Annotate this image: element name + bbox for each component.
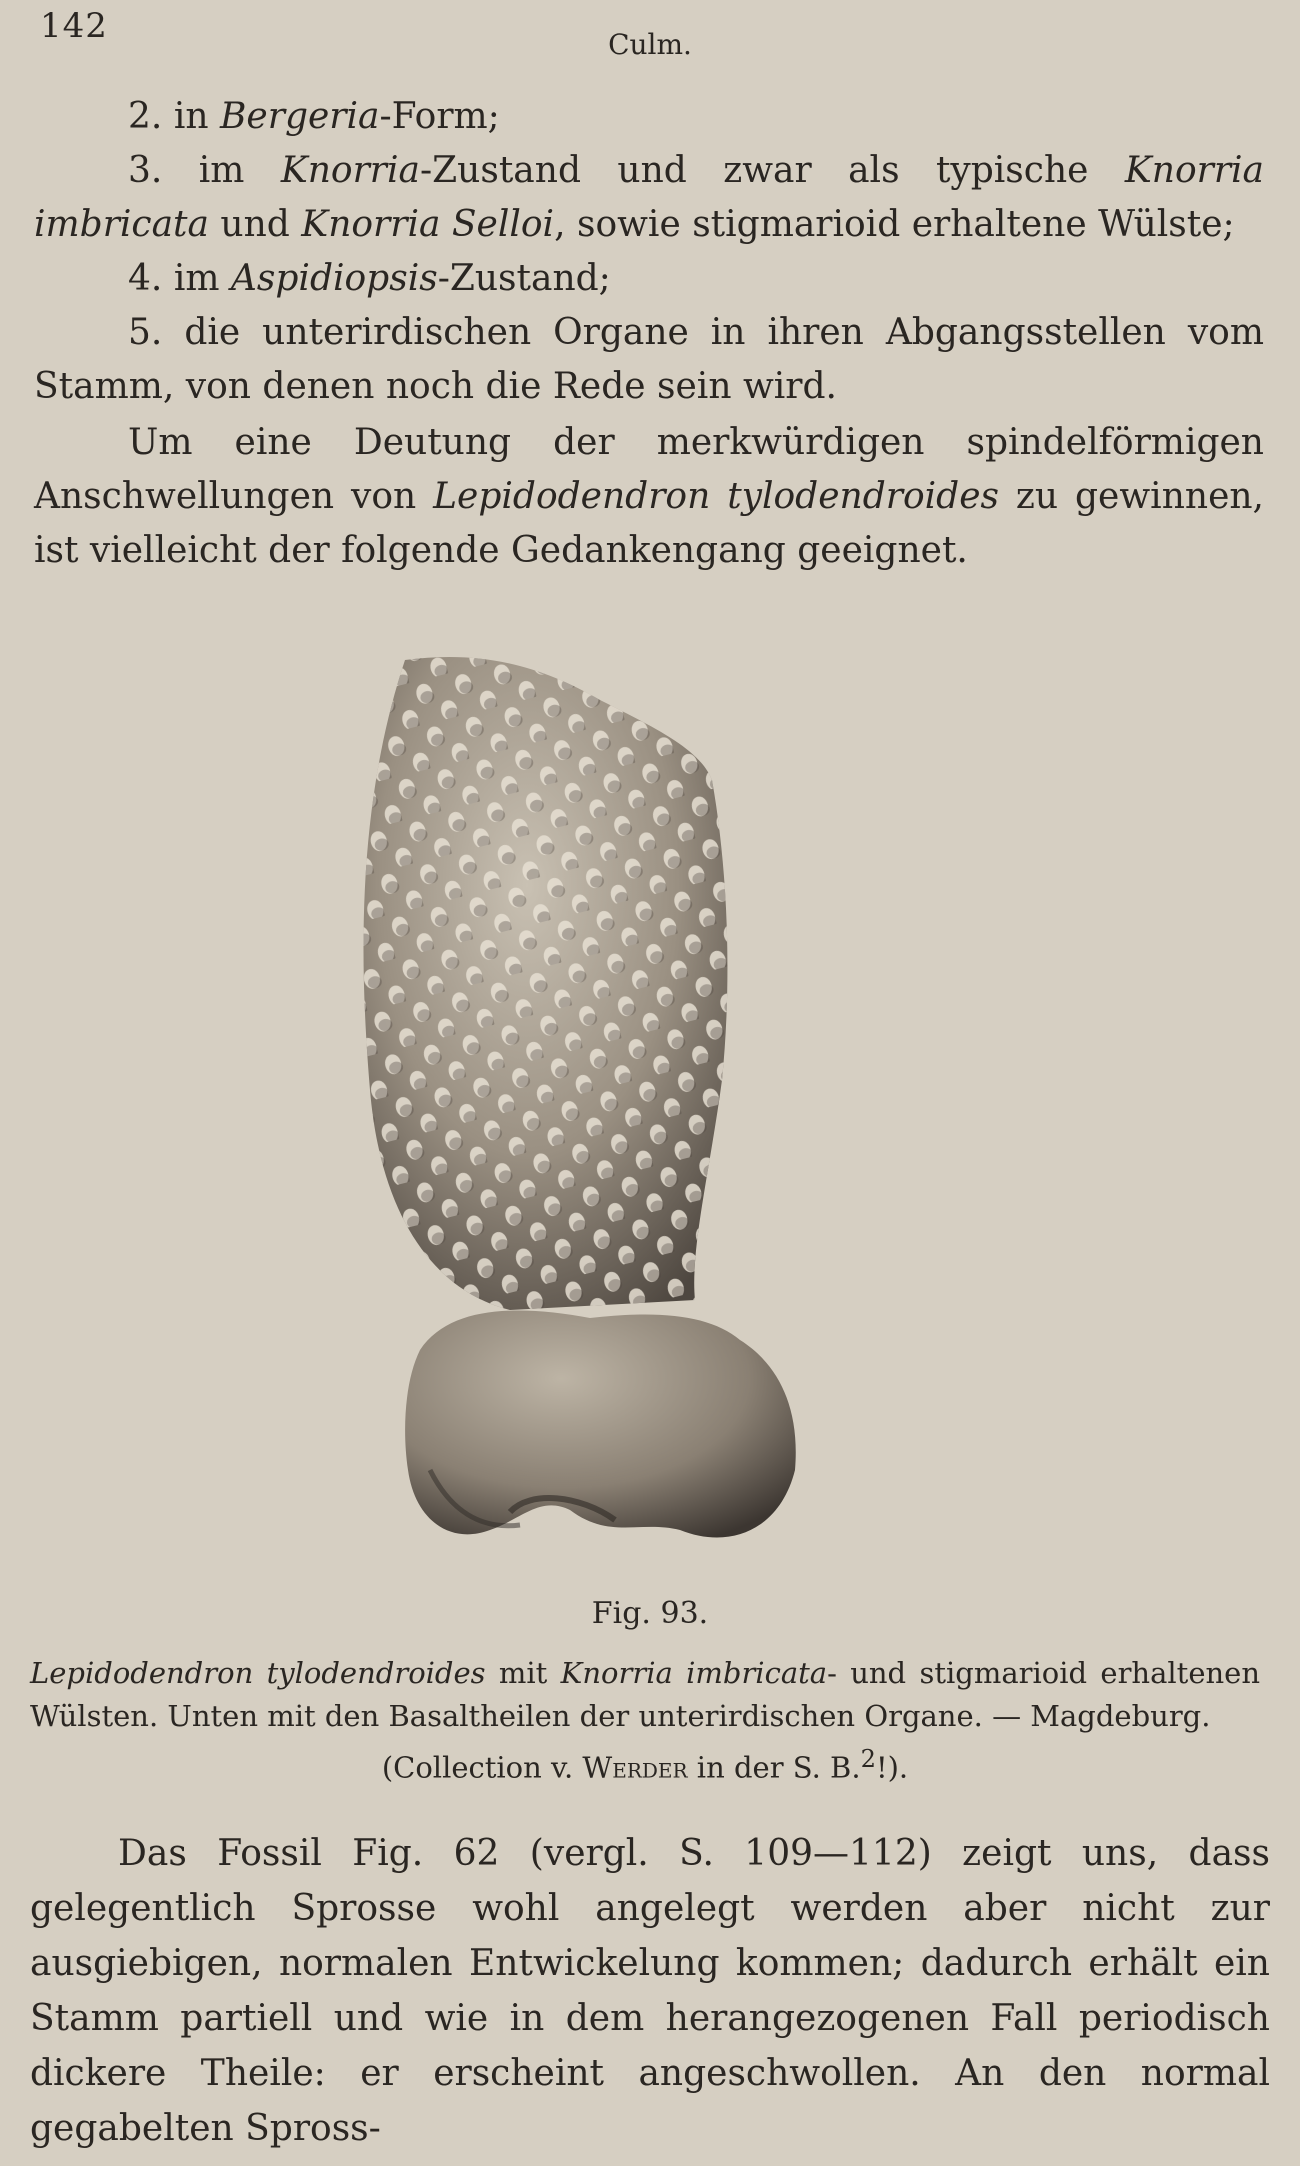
list-item: 5. die unterirdischen Organe in ihren Abgangsstellen vom Stamm, von denen noch die Rede sein wird. [34,312,1264,407]
page-number: 142 [40,6,108,46]
figure-label: Fig. 93. [591,1596,709,1631]
list-item: 3. im Knorria-Zustand und zwar als typische Knorria imbricata und Knorria Selloi, sowie stigmarioid erhaltene Wülste; [34,150,1265,245]
upper-text [34,90,1264,578]
lower-text [30,1826,1270,2156]
paragraph: Um eine Deutung der merkwürdigen spindelförmigen Anschwellungen von Lepidodendron tylodendroides zu gewinnen, ist vielleicht der folgende Gedankengang geeignet. [34,422,1264,571]
paragraph: Das Fossil Fig. 62 (vergl. S. 109—112) zeigt uns, dass gelegentlich Sprosse wohl angelegt werden aber nicht zur ausgiebigen, normalen Entwickelung kommen; dadurch erhält ein Stamm partiell und wie in dem herangezogenen Fall periodisch dickere Theile: er erscheint angeschwollen. An den normal gegabelten Spross- [30,1833,1270,2149]
fossil-illustration [360,650,960,1590]
list-item: 2. in Bergeria-Form; [128,96,500,137]
running-head: Culm. [608,28,692,61]
figure-caption: Lepidodendron tylodendroides mit Knorria imbricata- und stigmarioid erhaltenen Wülsten. Unten mit den Basaltheilen der unterirdischen Organe. — Magdeburg. (Collection v. Werder in der S. B.$^2$!). [30,1656,1261,1785]
list-item: 4. im Aspidiopsis-Zustand; [128,258,611,299]
fossil-drawing [360,650,960,1590]
